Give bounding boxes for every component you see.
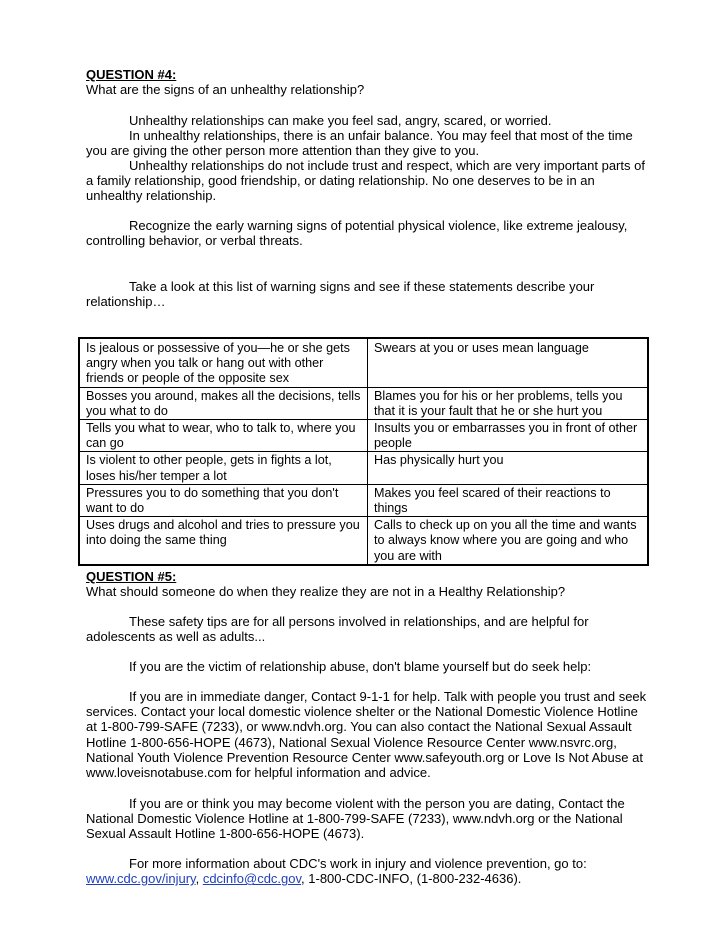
table-cell: Makes you feel scared of their reactions to things: [368, 484, 649, 516]
table-cell: Swears at you or uses mean language: [368, 338, 649, 387]
table-cell: Uses drugs and alcohol and tries to pressure you into doing the same thing: [79, 517, 368, 565]
question-5-title: QUESTION #5:: [86, 569, 177, 584]
table-cell: Blames you for his or her problems, tells you that it is your fault that he or she hurt you: [368, 387, 649, 419]
q4-paragraph-3: Unhealthy relationships do not include trust and respect, which are very important parts of a family relationship, good friendship, or dating relationship. No one deserves to be in an unhealthy relationship.: [86, 158, 645, 204]
table-cell: Is violent to other people, gets in fights a lot, loses his/her temper a lot: [79, 452, 368, 484]
link-separator: ,: [195, 871, 203, 887]
table-cell: Calls to check up on you all the time and wants to always know where you are going and who you are with: [368, 517, 649, 565]
table-row: [79, 517, 648, 565]
table-row: [79, 338, 648, 387]
q4-paragraph-5: Take a look at this list of warning signs and see if these statements describe your relationship…: [86, 279, 595, 310]
q4-paragraph-2: In unhealthy relationships, there is an unfair balance. You may feel that most of the time you are giving the other person more attention than they give to you.: [86, 128, 633, 159]
table-cell: Has physically hurt you: [368, 452, 649, 484]
table-cell: Pressures you to do something that you don't want to do: [79, 484, 368, 516]
q4-paragraph-4: Recognize the early warning signs of potential physical violence, like extreme jealousy, controlling behavior, or verbal threats.: [86, 218, 628, 249]
cdc-info-intro: For more information about CDC's work in injury and violence prevention, go to:: [129, 856, 587, 871]
cdc-phone-text: , 1-800-CDC-INFO, (1-800-232-4636).: [301, 871, 522, 887]
table-cell: Insults you or embarrasses you in front of other people: [368, 420, 649, 452]
q5-paragraph-3: If you are in immediate danger, Contact 9-1-1 for help. Talk with people you trust and seek services. Contact your local domestic violence shelter or the National Domestic Violence Hotline at 1-800-799-SAFE (7233), or www.ndvh.org. You can also contact the National Sexual Assault Hotline 1-800-656-HOPE (4673), National Sexual Violence Resource Center www.nsvrc.org, National Youth Violence Prevention Resource Center www.safeyouth.org or Love Is Not Abuse at www.loveisnotabuse.com for helpful information and advice.: [86, 689, 647, 781]
cdc-injury-link[interactable]: www.cdc.gov/injury: [86, 871, 196, 887]
table-row: [79, 420, 648, 452]
q5-paragraph-5: [86, 856, 651, 886]
table-row: [79, 452, 648, 484]
question-4-text: What are the signs of an unhealthy relationship?: [86, 82, 365, 97]
table-cell: Is jealous or possessive of you—he or she gets angry when you talk or hang out with other friends or people of the opposite sex: [79, 338, 368, 387]
table-row: [79, 484, 648, 516]
question-4-title: QUESTION #4:: [86, 67, 177, 82]
question-5-text: What should someone do when they realize they are not in a Healthy Relationship?: [86, 584, 566, 599]
table-cell: Tells you what to wear, who to talk to, where you can go: [79, 420, 368, 452]
q5-paragraph-4: If you are or think you may become violent with the person you are dating, Contact the National Domestic Violence Hotline at 1-800-799-SAFE (7233), www.ndvh.org or the National Sexual Assault Hotline 1-800-656-HOPE (4673).: [86, 796, 625, 842]
table-cell: Bosses you around, makes all the decisions, tells you what to do: [79, 387, 368, 419]
warning-signs-table: [78, 337, 649, 566]
cdcinfo-email-link[interactable]: cdcinfo@cdc.gov: [202, 871, 302, 887]
q5-paragraph-1: These safety tips are for all persons involved in relationships, and are helpful for adolescents as well as adults...: [86, 614, 589, 645]
q5-paragraph-2: If you are the victim of relationship abuse, don't blame yourself but do seek help:: [129, 659, 592, 674]
table-row: [79, 387, 648, 419]
q4-paragraph-1: Unhealthy relationships can make you feel sad, angry, scared, or worried.: [129, 113, 552, 128]
